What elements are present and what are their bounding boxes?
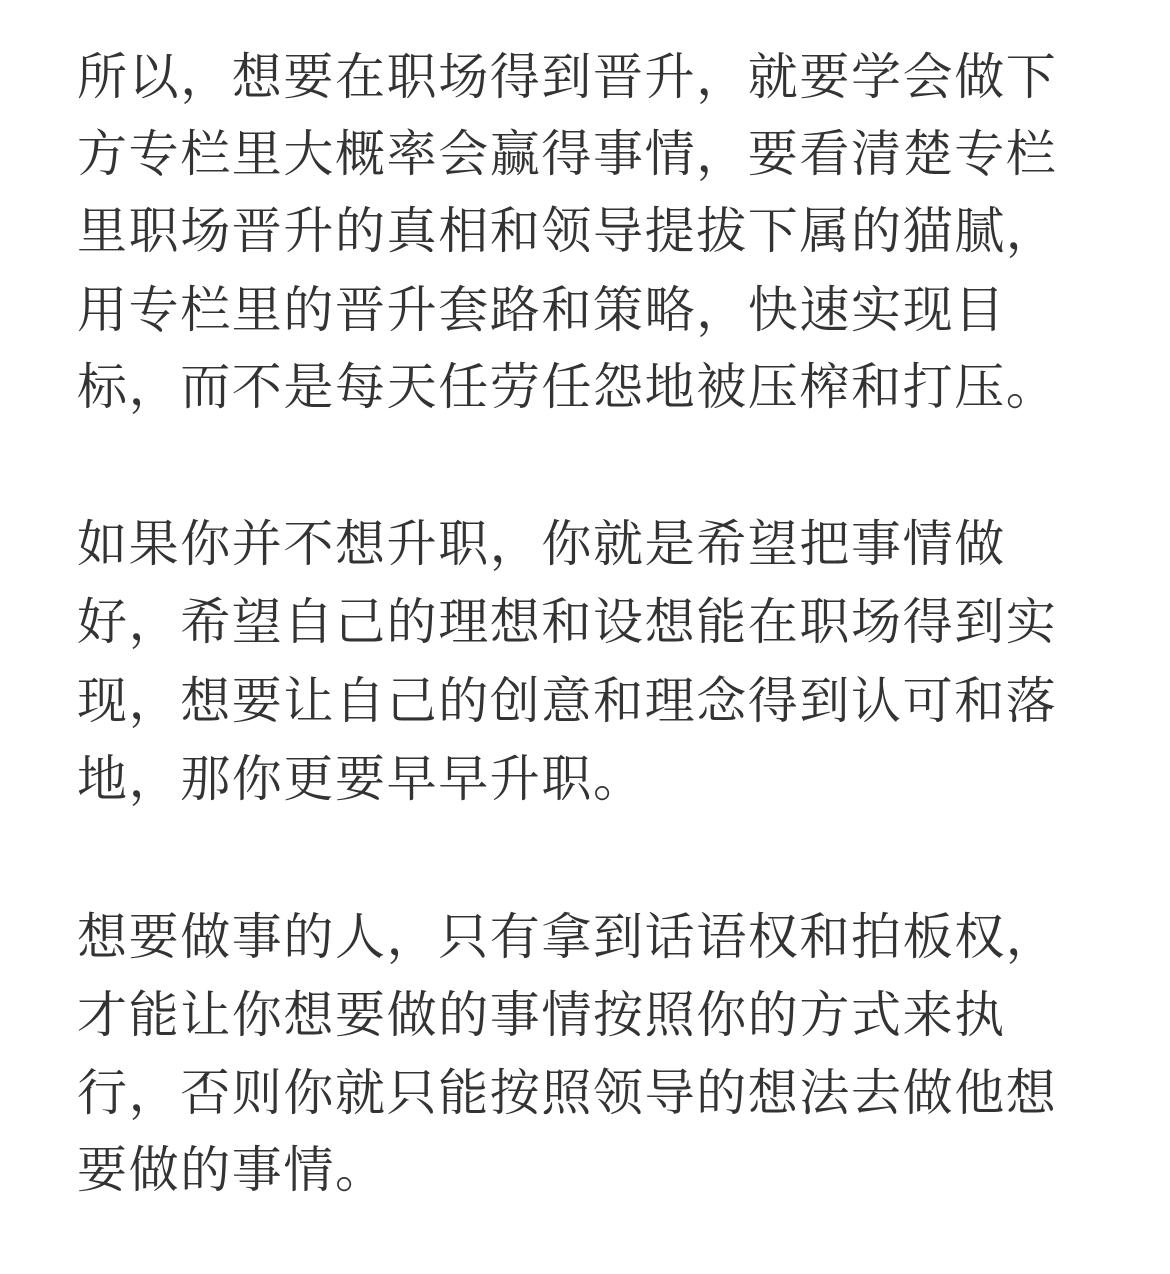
paragraph-line: 方专栏里大概率会赢得事情，要看清楚专栏 (77, 125, 1058, 183)
paragraph-line: 好，希望自己的理想和设想能在职场得到实 (77, 593, 1058, 651)
paragraph-line: 想要做事的人，只有拿到话语权和拍板权， (77, 908, 1058, 966)
paragraph-line: 才能让你想要做的事情按照你的方式来执 (77, 986, 1006, 1044)
paragraph-line: 标，而不是每天任劳任怨地被压榨和打压。 (77, 358, 1058, 416)
paragraph-line: 如果你并不想升职，你就是希望把事情做 (77, 515, 1006, 573)
paragraph-line: 所以，想要在职场得到晋升，就要学会做下 (77, 48, 1058, 106)
paragraph-line: 地，那你更要早早升职。 (77, 750, 645, 808)
paragraph-line: 里职场晋升的真相和领导提拔下属的猫腻， (77, 202, 1058, 260)
paragraph-line: 行，否则你就只能按照领导的想法去做他想 (77, 1064, 1058, 1122)
paragraph-line: 要做的事情。 (77, 1141, 387, 1199)
paragraph-line: 现，想要让自己的创意和理念得到认可和落 (77, 672, 1058, 730)
paragraph-line: 用专栏里的晋升套路和策略，快速实现目 (77, 281, 1006, 339)
